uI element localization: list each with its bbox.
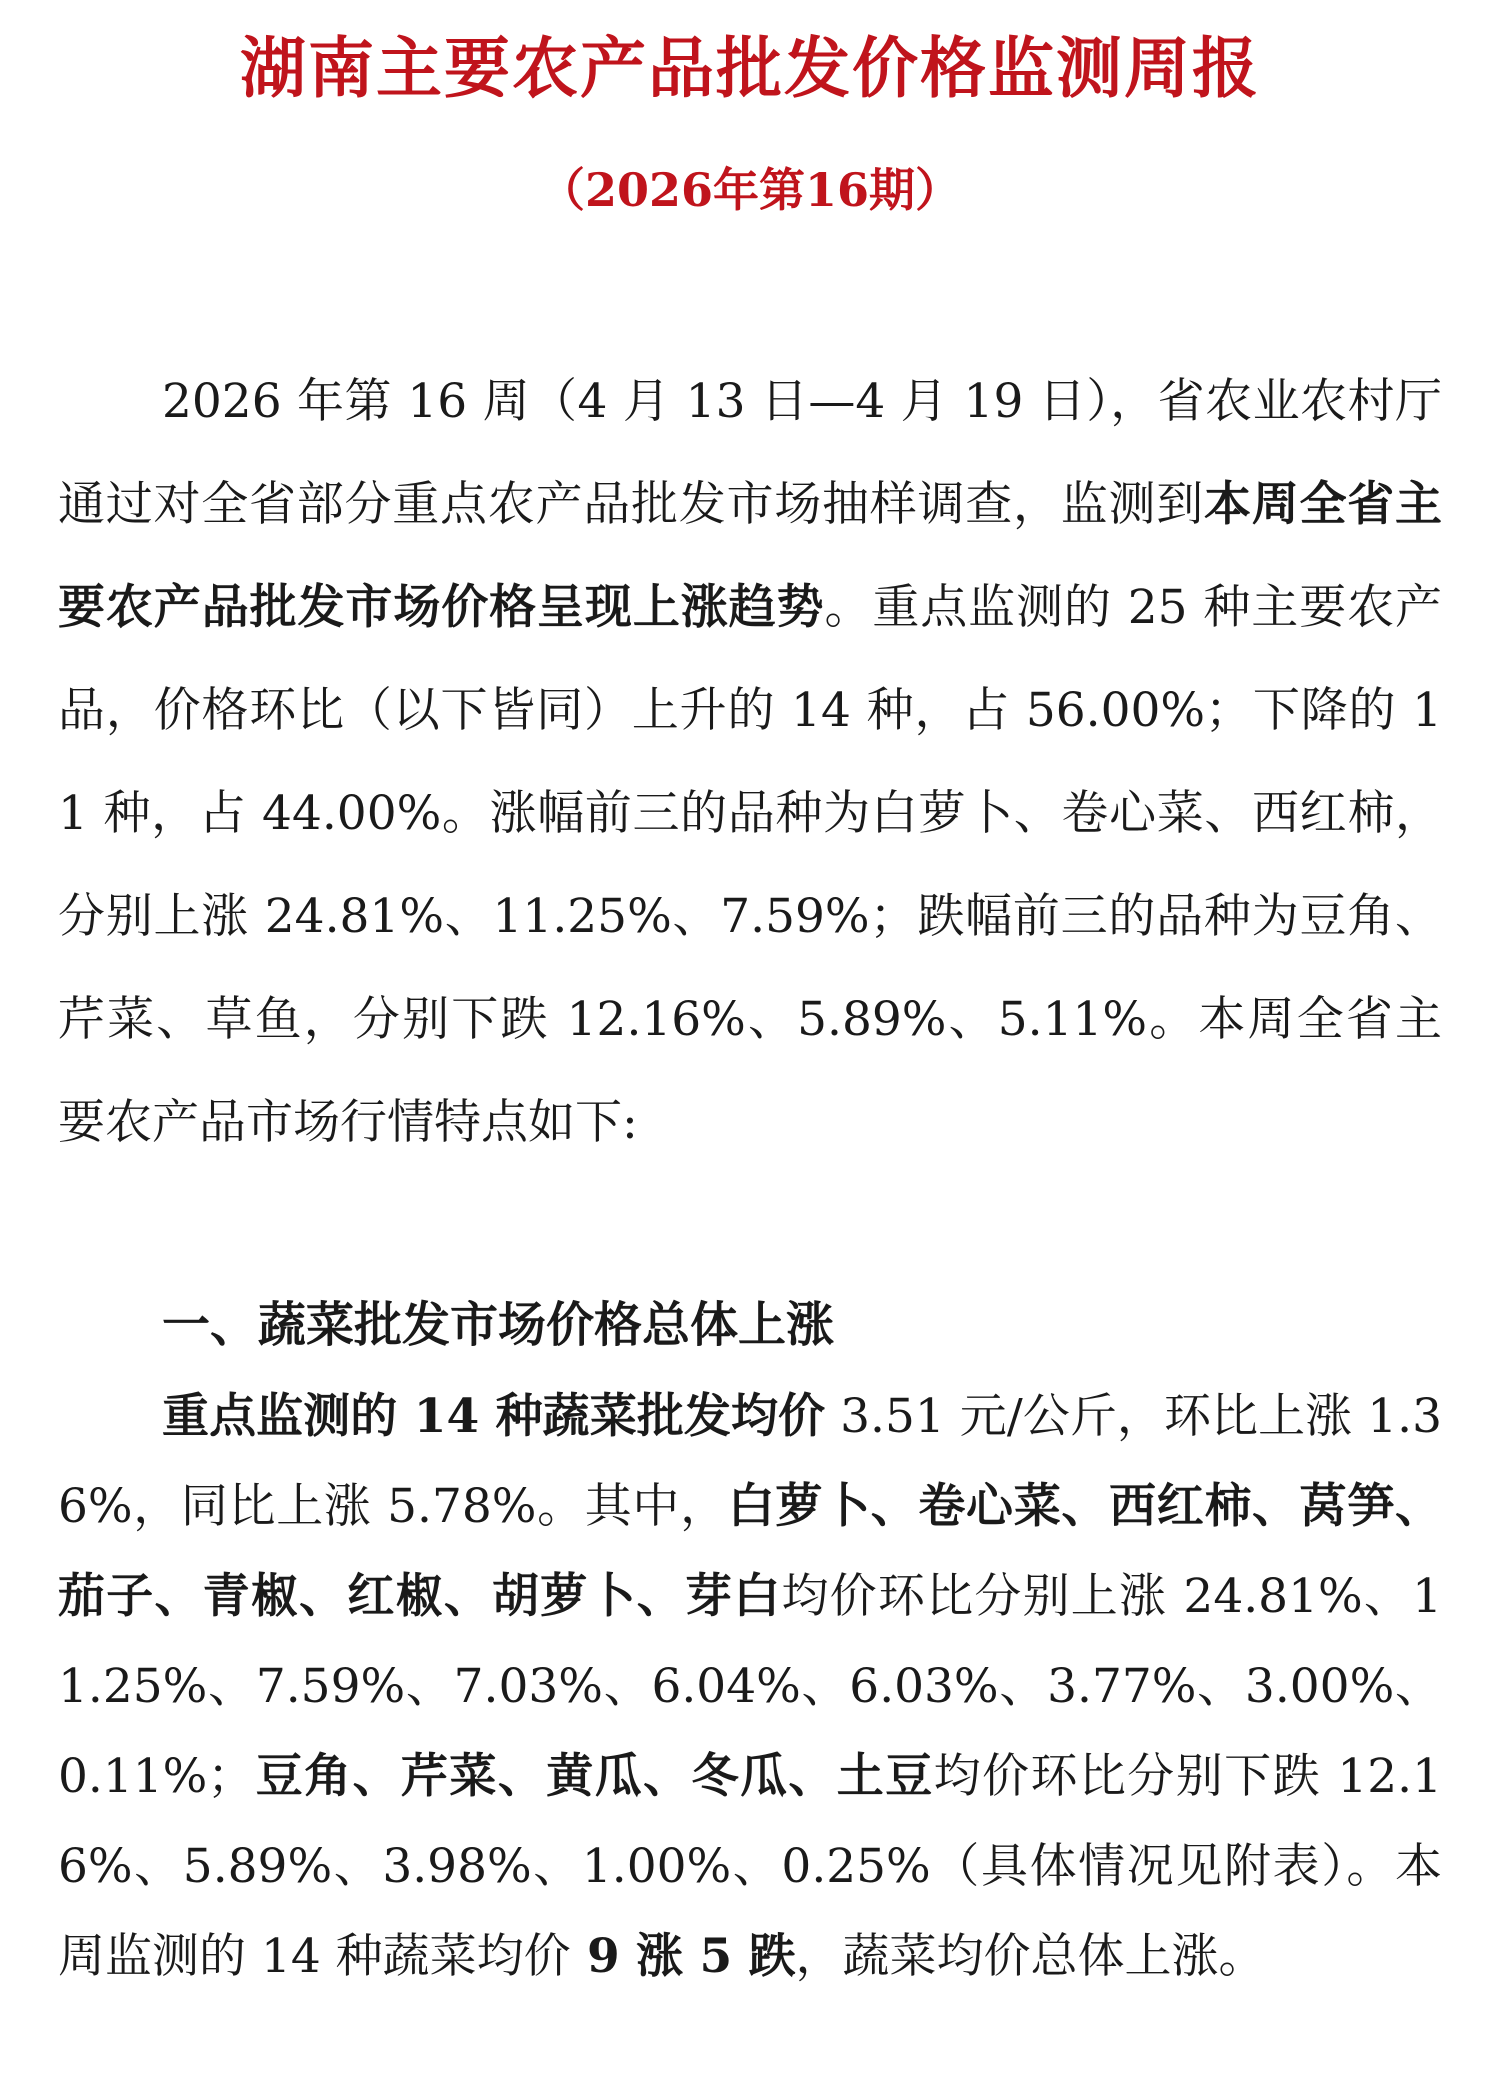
- veg-rising-items: 白萝卜、卷心菜、西红柿、莴笋、茄子、青椒、红椒、胡萝卜、芽白: [58, 1479, 1443, 1624]
- veg-text: 均价环比分别下跌 12.16%、5.89%、3.98%、1.00%、0.25%（具体情况见附表）。本周监测的 14 种蔬菜均价: [58, 1749, 1442, 1984]
- intro-text: 。重点监测的 25 种主要农产品，价格环比（以下皆同）上升的 14 种，占 56.00%；下降的 11 种，占 44.00%。涨幅前三的品种为白萝卜、卷心菜、西红柿，分别上涨 24.81%、11.25%、7.59%；跌幅前三的品种为豆角、芹菜、草鱼，分别下跌 12.16%、5.89%、5.11%。本周全省主要农产品市场行情特点如下:: [58, 580, 1443, 1150]
- veg-falling-items: 豆角、芹菜、黄瓜、冬瓜、土豆: [254, 1749, 934, 1804]
- veg-text: 均价环比分别上涨 24.81%、11.25%、7.59%、7.03%、6.04%、6.03%、3.77%、3.00%、0.11%；: [58, 1569, 1443, 1804]
- veg-count-summary: 9 涨 5 跌: [570, 1929, 796, 1984]
- issue-number: （2026年第16期）: [538, 163, 962, 217]
- intro-text: 2026 年第 16 周（4 月 13 日—4 月 19 日），省农业农村厅通过对全省部分重点农产品批发市场抽样调查，监测到: [58, 374, 1442, 532]
- intro-emphasis: 本周全省主要农产品批发市场价格呈现上涨趋势: [58, 477, 1442, 635]
- vegetable-paragraph: [58, 1372, 1442, 2002]
- veg-text: ，蔬菜均价总体上涨。: [795, 1929, 1266, 1984]
- intro-paragraph: [58, 350, 1442, 1174]
- report-title: 湖南主要农产品批发价格监测周报: [240, 29, 1260, 107]
- veg-text: 3.51 元/公斤，环比上涨 1.36%，同比上涨 5.78%。其中，: [58, 1389, 1442, 1534]
- veg-emphasis: 重点监测的 14 种蔬菜批发均价: [162, 1389, 826, 1444]
- section-heading-vegetables: 一、蔬菜批发市场价格总体上涨: [162, 1297, 835, 1353]
